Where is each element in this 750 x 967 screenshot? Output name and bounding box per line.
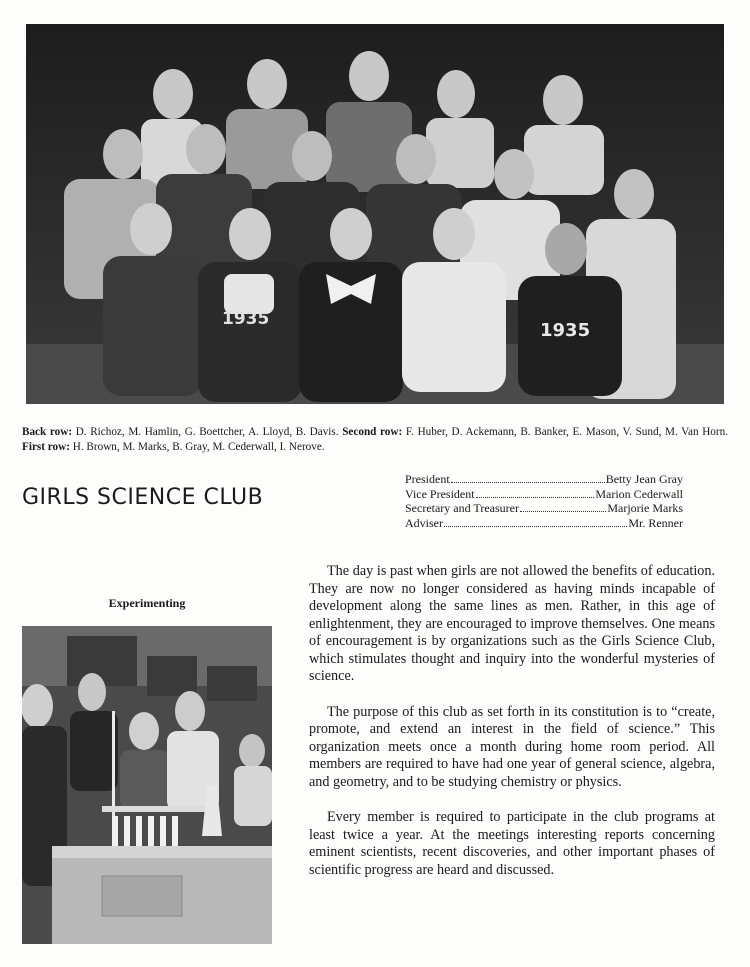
paragraph-1: The day is past when girls are not allowed the benefits of education. They are now no longer considered as having minds incapable of development along the same lines as men. Rather, in this age of enlightenment, they are encouraged to improve themselves. One means of encouragement is by organizations such as the Girls Science Club, which stimulates thought and inquiry into the wonderful mysteries of science. [309,563,715,684]
paragraph-2: The purpose of this club as set forth in its constitution is to “create, promote, and extend an interest in the field of science.” This organization meets once a month during home room period. All members are required to have had one year of general science, algebra, and geometry, and to be studying chemistry or physics. [309,703,715,790]
officer-role: Adviser [405,515,443,530]
second-row-label: Second row: [342,426,403,438]
leader-dots [476,497,595,498]
officers-list [405,472,683,530]
officer-role: Vice President [405,486,475,501]
first-row-names: H. Brown, M. Marks, B. Gray, M. Cederwall, I. Nerove. [72,441,325,453]
group-photo [26,24,724,404]
officer-president [405,472,683,487]
first-row-label: First row: [22,441,70,453]
officer-name: Mr. Renner [628,515,683,530]
sweater-number-right: 1935 [540,320,591,341]
experimenting-label: Experimenting [108,596,186,610]
officer-vice-president [405,487,683,502]
leader-dots [520,511,606,512]
experimenting-photo [22,626,272,944]
second-row-names: F. Huber, D. Ackemann, B. Banker, E. Mason, V. Sund, M. Van Horn. [405,426,729,438]
back-row-label: Back row: [22,426,73,438]
leader-dots [451,482,605,483]
paragraph-3: Every member is required to participate in the club programs at least twice a year. At the meetings interesting reports concerning eminent scientists, recent discoveries, and other important phases of scientific progress are heard and discussed. [309,809,715,878]
club-title: GIRLS SCIENCE CLUB [22,485,264,510]
officer-name: Marion Cederwall [595,486,683,501]
officer-adviser [405,516,683,531]
back-row-names: D. Richoz, M. Hamlin, G. Boettcher, A. Lloyd, B. Davis. [75,426,339,438]
officer-name: Marjorie Marks [607,501,683,515]
leader-dots [444,526,627,527]
officer-name: Betty Jean Gray [605,472,683,486]
article-body [309,563,715,897]
officer-role: Secretary and Treasurer [405,501,519,515]
officer-role: President [405,472,450,486]
photo-caption [22,425,728,455]
sweater-number-left: 1935 [222,309,270,329]
officer-secretary-treasurer [405,501,683,516]
